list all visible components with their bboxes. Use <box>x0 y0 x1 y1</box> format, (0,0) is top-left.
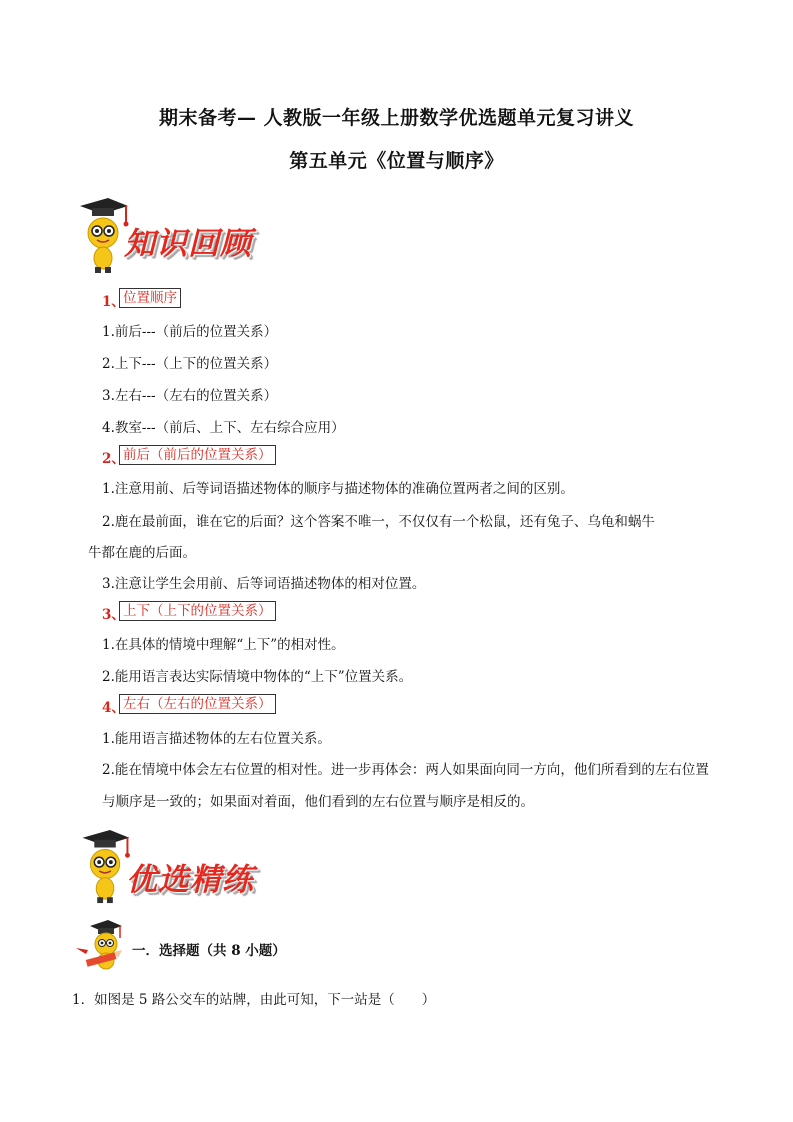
section-number: 3、 <box>102 607 125 623</box>
body-line: 与顺序是一致的；如果面对着面，他们看到的左右位置与顺序是相反的。 <box>102 794 534 810</box>
body-line: 3.左右---（左右的位置关系） <box>102 388 278 404</box>
graduate-mascot-icon <box>80 828 132 906</box>
body-line: 1.能用语言描述物体的左右位置关系。 <box>102 731 331 747</box>
pencil-mascot-icon <box>74 920 130 972</box>
body-line: 2.鹿在最前面，谁在它的后面？这个答案不唯一，不仅仅有一个松鼠，还有兔子、乌龟和蜗牛 <box>102 514 655 530</box>
body-line: 1.注意用前、后等词语描述物体的顺序与描述物体的准确位置两者之间的区别。 <box>102 481 574 497</box>
question-section-mascot <box>74 920 134 972</box>
practice-banner <box>80 828 280 906</box>
section-title-box: 位置顺序 <box>119 288 181 308</box>
section-title-box: 左右（左右的位置关系） <box>119 694 276 714</box>
question-item: 1．如图是 5 路公交车的站牌，由此可知，下一站是（ ） <box>72 992 436 1008</box>
body-line: 1.前后---（前后的位置关系） <box>102 324 278 340</box>
body-line: 牛都在鹿的后面。 <box>88 545 196 561</box>
document-title: 期末备考— 人教版一年级上册数学优选题单元复习讲义 <box>158 107 635 129</box>
question-section-prefix: 一．选择题（共 <box>132 943 232 959</box>
question-count: 8 <box>231 943 241 959</box>
section-title-box: 前后（前后的位置关系） <box>119 445 276 465</box>
body-line: 2.能用语言表达实际情境中物体的“上下”位置关系。 <box>102 669 413 685</box>
section-number: 2、 <box>102 451 125 467</box>
practice-heading: 优选精练 <box>126 862 254 898</box>
document-subtitle: 第五单元《位置与顺序》 <box>289 150 504 172</box>
body-line: 2.能在情境中体会左右位置的相对性。进一步再体会：两人如果面向同一方向，他们所看到的左右位置 <box>102 762 709 778</box>
question-section-title <box>132 939 286 959</box>
body-line: 1.在具体的情境中理解“上下”的相对性。 <box>102 637 345 653</box>
section-title-box: 上下（上下的位置关系） <box>119 601 276 621</box>
graduate-mascot-icon <box>78 196 130 276</box>
body-line: 2.上下---（上下的位置关系） <box>102 356 278 372</box>
section-number: 4、 <box>102 700 125 716</box>
section-number: 1、 <box>102 294 125 310</box>
knowledge-review-heading: 知识回顾 <box>124 226 252 262</box>
body-line: 4.教室---（前后、上下、左右综合应用） <box>102 420 345 436</box>
body-line: 3.注意让学生会用前、后等词语描述物体的相对位置。 <box>102 576 426 592</box>
knowledge-review-banner <box>78 196 278 276</box>
question-section-suffix: 小题） <box>240 943 286 959</box>
